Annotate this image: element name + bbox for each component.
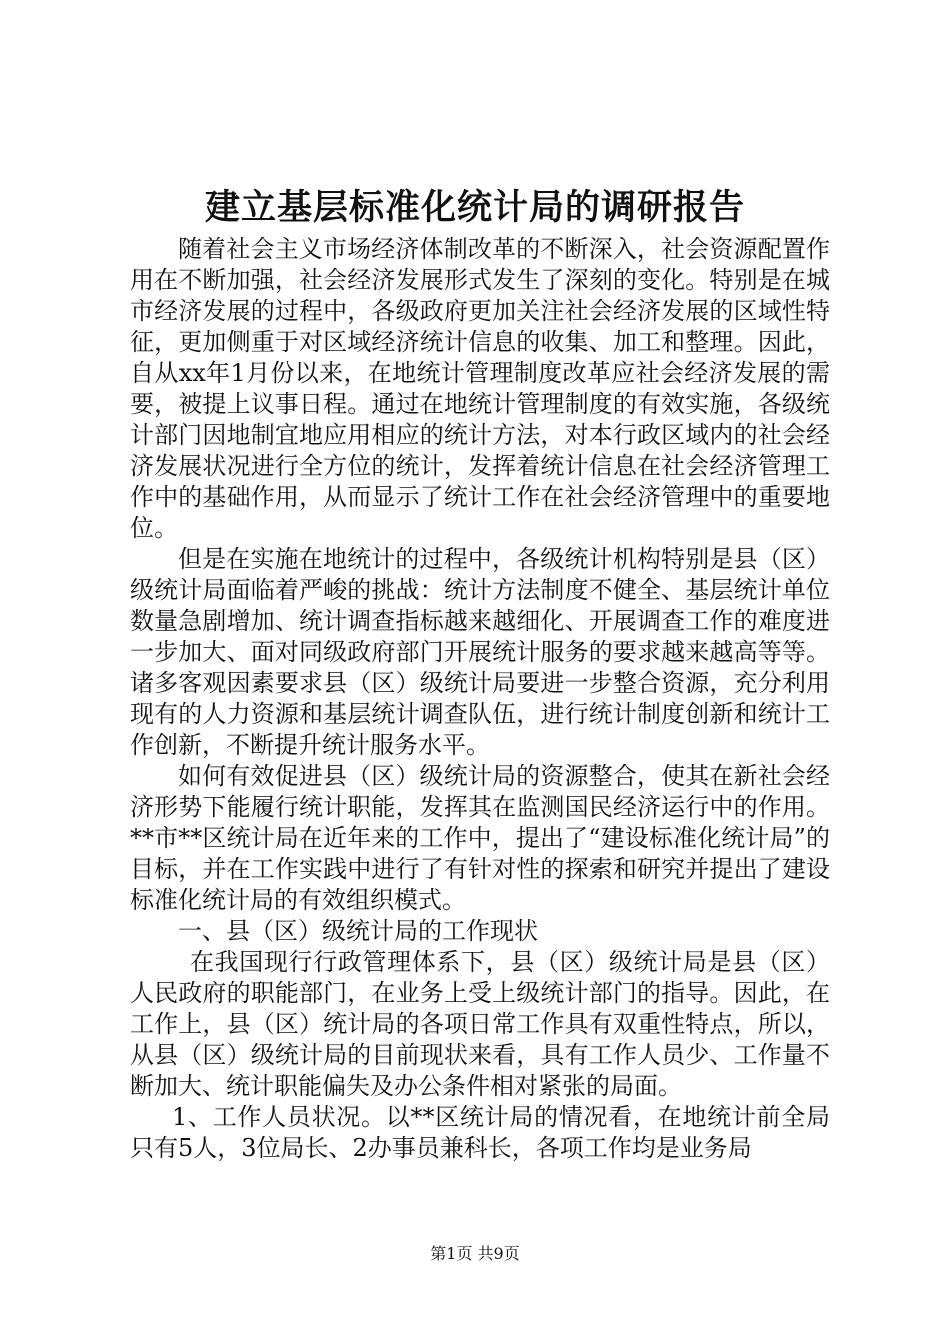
paragraph-status: 在我国现行行政管理体系下，县（区）级统计局是县（区）人民政府的职能部门，在业务上受上级统计部门的指导。因此，在工作上，县（区）统计局的各项日常工作具有双重性特点，所以，从县（区）级统计局的目前现状来看，具有工作人员少、工作量不断加大、统计职能偏失及办公条件相对紧张的局面。 [130, 948, 830, 1100]
paragraph-challenges: 但是在实施在地统计的过程中，各级统计机构特别是县（区）级统计局面临着严峻的挑战：统计方法制度不健全、基层统计单位数量急剧增加、统计调查指标越来越细化、开展调查工作的难度进一步加大、面对同级政府部门开展统计服务的要求越来越高等等。诸多客观因素要求县（区）级统计局要进一步整合资源，充分利用现有的人力资源和基层统计调查队伍，进行统计制度创新和统计工作创新，不断提升统计服务水平。 [130, 545, 830, 759]
paragraph-staff: 1、工作人员状况。以**区统计局的情况看，在地统计前全局只有5人，3位局长、2办事员兼科长，各项工作均是业务局 [130, 1103, 830, 1162]
document-body [130, 234, 830, 1164]
paragraph-intro: 随着社会主义市场经济体制改革的不断深入，社会资源配置作用在不断加强，社会经济发展形式发生了深刻的变化。特别是在城市经济发展的过程中，各级政府更加关注社会经济发展的区域性特征，更加侧重于对区域经济统计信息的收集、加工和整理。因此，自从xx年1月份以来，在地统计管理制度改革应社会经济发展的需要，被提上议事日程。通过在地统计管理制度的有效实施，各级统计部门因地制宜地应用相应的统计方法，对本行政区域内的社会经济发展状况进行全方位的统计，发挥着统计信息在社会经济管理工作中的基础作用，从而显示了统计工作在社会经济管理中的重要地位。 [130, 235, 830, 542]
page-footer: 第1页 共9页 [430, 1244, 520, 1263]
document-title: 建立基层标准化统计局的调研报告 [204, 188, 745, 228]
paragraph-integration: 如何有效促进县（区）级统计局的资源整合，使其在新社会经济形势下能履行统计职能，发挥其在监测国民经济运行中的作用。**市**区统计局在近年来的工作中，提出了“建设标准化统计局”的目标，并在工作实践中进行了有针对性的探索和研究并提出了建设标准化统计局的有效组织模式。 [130, 762, 830, 914]
section-heading: 一、县（区）级统计局的工作现状 [178, 917, 538, 945]
